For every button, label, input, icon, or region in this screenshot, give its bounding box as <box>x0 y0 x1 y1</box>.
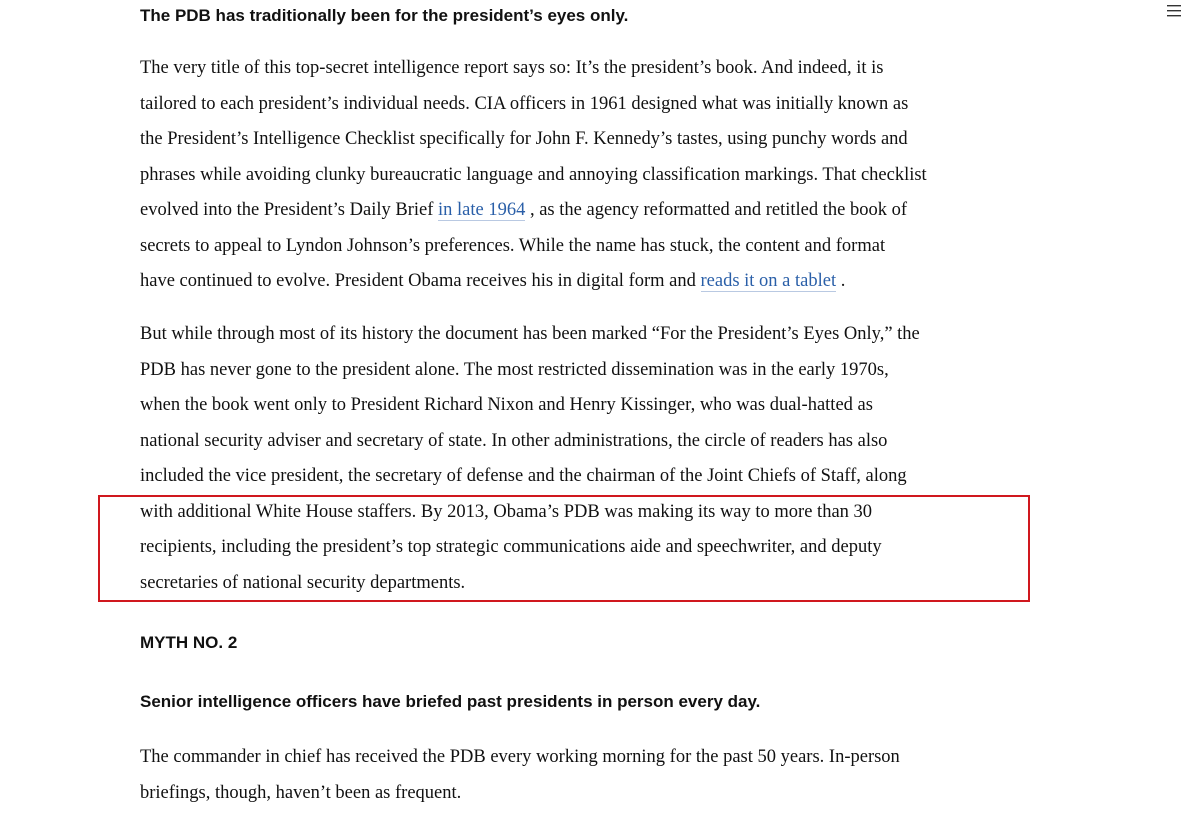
line-text: evolved into the President’s Daily Brief <box>140 200 438 220</box>
paragraph-line: But while through most of its history the document has been marked “For the President’s Eyes Only,” the <box>140 324 920 344</box>
paragraph-3 <box>140 740 900 811</box>
paragraph-line: the President’s Intelligence Checklist specifically for John F. Kennedy’s tastes, using punchy words and <box>140 129 908 149</box>
paragraph-line: recipients, including the president’s top strategic communications aide and speechwriter, and deputy <box>140 537 882 557</box>
paragraph-line <box>140 193 927 229</box>
paragraph-line <box>140 264 927 300</box>
line-text: have continued to evolve. President Obama receives his in digital form and <box>140 271 701 291</box>
paragraph-line: tailored to each president’s individual needs. CIA officers in 1961 designed what was initially known as <box>140 93 909 114</box>
paragraph-1 <box>140 51 927 300</box>
paragraph-line: PDB has never gone to the president alone. The most restricted dissemination was in the early 1970s, <box>140 359 889 380</box>
paragraph-line: briefings, though, haven’t been as frequent. <box>140 782 462 803</box>
paragraph-line: secrets to appeal to Lyndon Johnson’s preferences. While the name has stuck, the content and format <box>140 235 886 256</box>
paragraph-line: secretaries of national security departments. <box>140 572 466 593</box>
line-text: , as the agency reformatted and retitled the book of <box>525 200 908 220</box>
paragraph-line: phrases while avoiding clunky bureaucratic language and annoying classification markings. That checklist <box>140 164 927 185</box>
link-late-1964[interactable]: in late 1964 <box>438 200 526 220</box>
paragraph-line: when the book went only to President Richard Nixon and Henry Kissinger, who was dual-hatted as <box>140 395 873 415</box>
line-text: . <box>836 271 846 291</box>
paragraph-2 <box>140 317 920 601</box>
paragraph-line: included the vice president, the secretary of defense and the chairman of the Joint Chiefs of Staff, along <box>140 466 907 486</box>
paragraph-line: The very title of this top-secret intelligence report says so: It’s the president’s book. And indeed, it is <box>140 58 884 78</box>
paragraph-line: national security adviser and secretary of state. In other administrations, the circle of readers has also <box>140 430 888 451</box>
link-reads-on-tablet[interactable]: reads it on a tablet <box>700 271 837 291</box>
myth-label: MYTH NO. 2 <box>140 633 238 652</box>
section-heading: Senior intelligence officers have briefed past presidents in person every day. <box>140 692 761 711</box>
hamburger-menu-icon[interactable] <box>1166 3 1182 19</box>
section-heading: The PDB has traditionally been for the president’s eyes only. <box>140 6 629 25</box>
paragraph-line: with additional White House staffers. By 2013, Obama’s PDB was making its way to more than 30 <box>140 501 873 522</box>
paragraph-line: The commander in chief has received the PDB every working morning for the past 50 years. In-person <box>140 747 900 767</box>
